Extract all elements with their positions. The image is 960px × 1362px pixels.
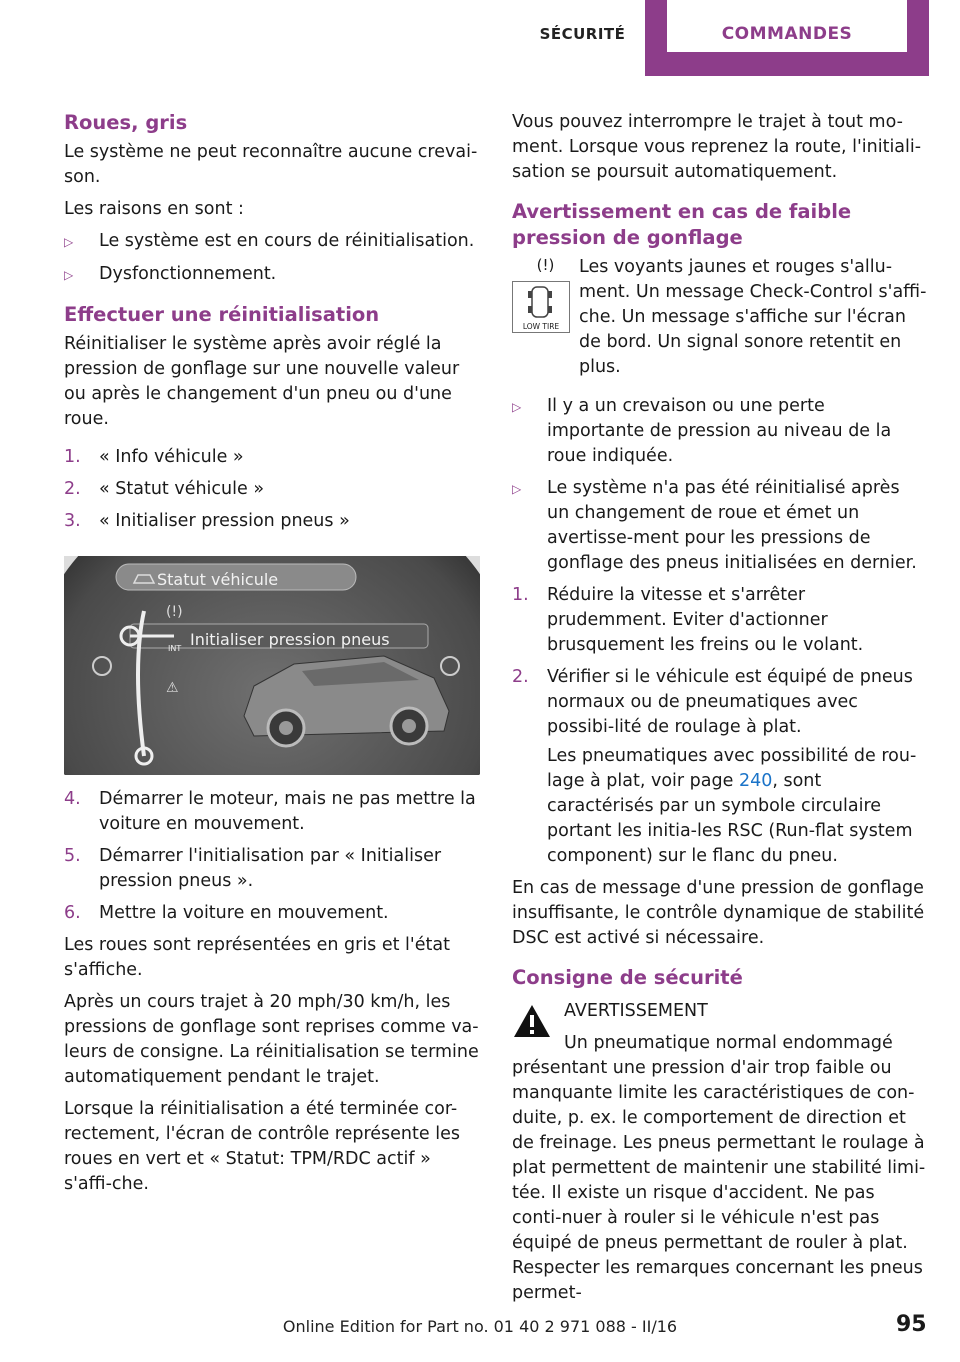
paragraph: Vous pouvez interrompre le trajet à tout mo-ment. Lorsque vous reprenez la route, l'initiali-sation se poursuit automatiquement. [512, 112, 922, 182]
warning-block [512, 999, 927, 1056]
page-link[interactable]: 240 [738, 771, 773, 791]
figure-int-label: INT [168, 644, 182, 653]
warning-text: présentant une pression d'air trop faible ou manquante limite les caractéristiques de con-duite, p. ex. le comportement de direction et de freinage. Les pneus permettant le roulage à plat permettent de maintenir une stabilité limi-tée. Il existe un risque d'accident. Ne pas conti-nuer à rouler si le véhicule n'est pas équipé de pneus permettant de rouler à plat. Respecter les remarques concernant les pneus permet- [512, 1058, 926, 1303]
heading-avertissement-pression: Avertissement en cas de faible pression de gonflage [512, 200, 852, 249]
paragraph: Les voyants jaunes et rouges s'allu-ment. Un message Check-Control s'affi-che. Un message s'affiche sur l'écran de bord. Un signal sonore retentit en plus. [579, 257, 927, 377]
paragraph: Après un cours trajet à 20 mph/30 km/h, les pressions de gonflage sont reprises comme va-leurs de consigne. La réinitialisation se termine automatiquement pendant le trajet. [64, 992, 479, 1087]
right-column [512, 110, 927, 1313]
triangle-bullet-icon: ▷ [64, 268, 74, 282]
svg-text:⚠: ⚠ [166, 680, 179, 696]
step-item: 2. Vérifier si le véhicule est équipé de pneus normaux ou de pneumatiques avec possibi-lité de roulage à plat. [512, 667, 913, 737]
footer-edition: Online Edition for Part no. 01 40 2 971 088 - II/16 [282, 1317, 678, 1336]
step-item: 5. Démarrer l'initialisation par « Initialiser pression pneus ». [64, 846, 442, 891]
paragraph: Le système ne peut reconnaître aucune crevai-son. [64, 142, 478, 187]
tab-commandes-label: COMMANDES [667, 0, 907, 52]
paragraph: Réinitialiser le système après avoir réglé la pression de gonflage sur une nouvelle valeur ou après le changement d'un pneu ou d'une roue. [64, 334, 460, 429]
triangle-bullet-icon: ▷ [512, 400, 522, 414]
triangle-bullet-icon: ▷ [64, 235, 74, 249]
left-column [64, 110, 480, 1204]
step-item: 1. « Info véhicule » [64, 447, 244, 467]
list-item: ▷ Le système est en cours de réinitialisation. [64, 229, 480, 255]
list-item: ▷ Il y a un crevaison ou une perte importante de pression au niveau de la roue indiquée. [512, 394, 927, 469]
paragraph: En cas de message d'une pression de gonflage insuffisante, le contrôle dynamique de stabilité DSC est activé si nécessaire. [512, 878, 925, 948]
triangle-bullet-icon: ▷ [512, 482, 522, 496]
screen-illustration [64, 556, 480, 775]
low-tire-label: LOW TIRE [522, 322, 560, 331]
paragraph: Les pneumatiques avec possibilité de rou-lage à plat, voir page 240, sont caractérisés par un symbole circulaire portant les initia-les RSC (Run-flat system component) sur le flanc du pneu. [547, 746, 917, 866]
paragraph: Les raisons en sont : [64, 199, 244, 219]
car-top-view-icon [513, 284, 568, 322]
heading-reinitialisation: Effectuer une réinitialisation [64, 303, 380, 326]
figure-menu-item: Initialiser pression pneus [190, 630, 390, 649]
low-tire-indicator [512, 255, 579, 333]
warning-first-line: Un pneumatique normal endommagé [564, 1033, 893, 1053]
step-item: 1. Réduire la vitesse et s'arrêter prudemment. Eviter d'actionner brusquement les freins ou le volant. [512, 585, 864, 655]
list-item: ▷ Le système n'a pas été réinitialisé après un changement de roue et émet un avertisse-ment pour les pressions de gonflage des pneus initialisées en dernier. [512, 476, 927, 576]
svg-text:(!): (!) [166, 604, 183, 620]
tab-securite[interactable]: SÉCURITÉ [539, 25, 626, 43]
heading-consigne-securite: Consigne de sécurité [512, 966, 743, 989]
step-item: 2. « Statut véhicule » [64, 479, 265, 499]
paragraph: Lorsque la réinitialisation a été terminée cor-rectement, l'écran de contrôle représente les roues en vert et « Statut: TPM/RDC actif » s'affi-che. [64, 1099, 460, 1194]
paragraph: Les roues sont représentées en gris et l'état s'affiche. [64, 935, 450, 980]
warning-title: AVERTISSEMENT [564, 1001, 708, 1021]
tire-pressure-warning-icon: (!) [536, 256, 555, 274]
warning-triangle-icon [512, 1003, 552, 1039]
tab-commandes[interactable] [645, 0, 929, 76]
step-item: 6. Mettre la voiture en mouvement. [64, 903, 389, 923]
step-item: 3. « Initialiser pression pneus » [64, 511, 350, 531]
step-item: 4. Démarrer le moteur, mais ne pas mettre la voiture en mouvement. [64, 789, 476, 834]
page-number: 95 [896, 1312, 927, 1337]
heading-roues-gris: Roues, gris [64, 111, 188, 134]
list-item: ▷ Dysfonctionnement. [64, 262, 480, 288]
low-tire-icon [512, 281, 570, 333]
figure-menu-title: Statut véhicule [157, 570, 279, 589]
indicator-block [512, 255, 927, 380]
